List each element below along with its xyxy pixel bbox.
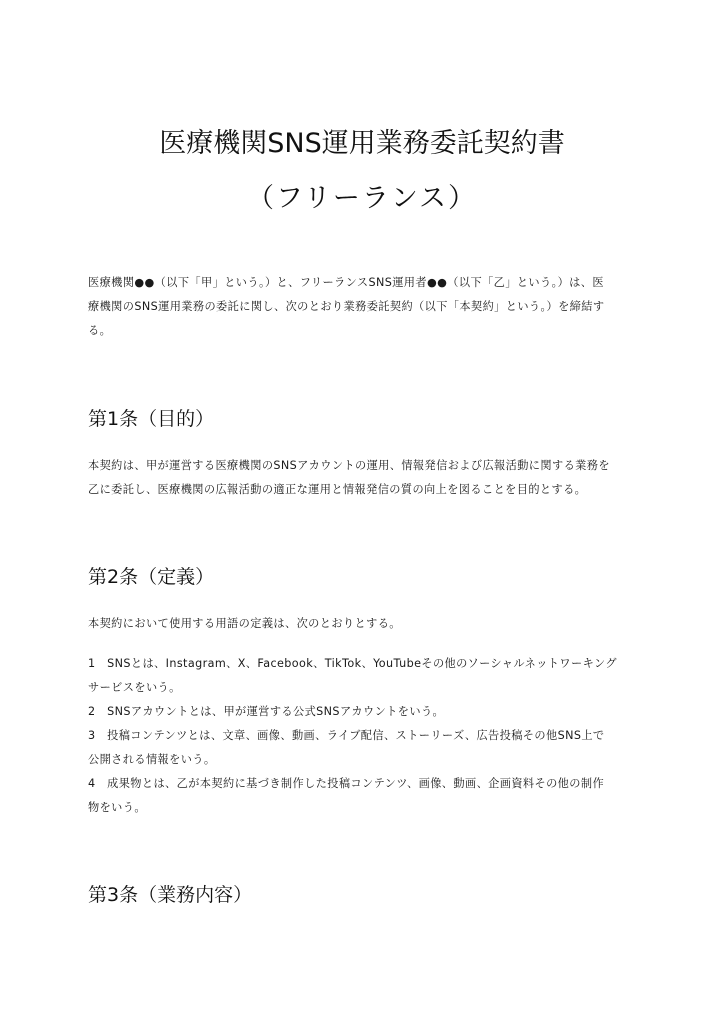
definition-item-2: 2 SNSアカウントとは、甲が運営する公式SNSアカウントをいう。 [88,705,445,718]
definition-item-1-cont: サービスをいう。 [88,681,181,694]
article-2-intro [88,612,640,636]
article-2-intro-line: 本契約において使用する用語の定義は、次のとおりとする。 [88,617,401,630]
preamble-line: 医療機関●●（以下「甲」という。）と、フリーランスSNS運用者●●（以下「乙」という。）は、医 [88,276,604,289]
article-2-definitions [88,652,640,820]
preamble [88,271,640,343]
definition-item-4-cont: 物をいう。 [88,801,146,814]
document-title: 医療機関SNS運用業務委託契約書 [159,128,565,159]
article-3-heading: 第3条（業務内容） [88,884,253,906]
definition-item-1: 1 SNSとは、Instagram、X、Facebook、TikTok、YouTubeその他のソーシャルネットワーキング [88,657,617,670]
preamble-line: 療機関のSNS運用業務の委託に関し、次のとおり業務委託契約（以下「本契約」という。）を締結す [88,300,605,313]
definition-item-4: 4 成果物とは、乙が本契約に基づき制作した投稿コンテンツ、画像、動画、企画資料その他の制作 [88,777,605,790]
article-1-line: 本契約は、甲が運営する医療機関のSNSアカウントの運用、情報発信および広報活動に関する業務を [88,459,610,472]
definition-item-3: 3 投稿コンテンツとは、文章、画像、動画、ライブ配信、ストーリーズ、広告投稿その他SNS上で [88,729,605,742]
article-2-heading: 第2条（定義） [88,566,215,588]
article-1-body [88,454,640,502]
document-subtitle: （フリーランス） [246,183,478,214]
definition-item-3-cont: 公開される情報をいう。 [88,753,216,766]
article-1-heading: 第1条（目的） [88,408,215,430]
article-1-line: 乙に委託し、医療機関の広報活動の適正な運用と情報発信の質の向上を図ることを目的とする。 [88,483,587,496]
preamble-line: る。 [88,324,112,337]
